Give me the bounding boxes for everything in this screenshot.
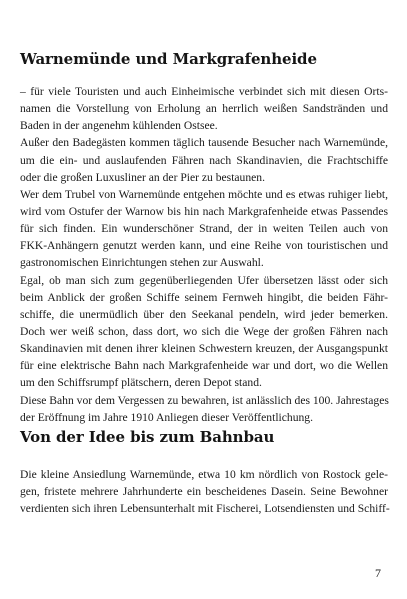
text-line: Baden in der angenehm kühlenden Ostsee. bbox=[20, 119, 218, 133]
text-line: Diese Bahn vor dem Vergessen zu bewahren, ist anlässlich des 100. Jahrestages bbox=[20, 393, 389, 407]
text-line: für eine elektrische Bahn nach Markgrafenheide war und dort, wo die Wellen bbox=[20, 359, 388, 373]
section-body-bahnbau bbox=[20, 466, 388, 517]
text-line: wird vom Ostufer der Warnow bis hin nach Markgrafenheide etwas Passendes bbox=[20, 204, 388, 218]
text-line: Doch wer weiß schon, dass dort, wo sich die Wege der großen Fähren nach bbox=[20, 324, 388, 338]
text-line: um die ein- und auslaufenden Fähren nach Skandinavien, die Frachtschiffe bbox=[20, 153, 388, 167]
text-line: Außer den Badegästen kommen täglich tausende Besucher nach Warnemünde, bbox=[20, 136, 388, 150]
text-line: um den Schiffsrumpf plätschern, deren Depot stand. bbox=[20, 376, 262, 390]
page-number: 7 bbox=[375, 566, 381, 580]
text-line: Wer dem Trubel von Warnemünde entgehen möchte und es etwas ruhiger liebt, bbox=[20, 187, 388, 201]
section-heading-bahnbau: Von der Idee bis zum Bahnbau bbox=[20, 428, 275, 446]
text-line: beim Anblick der großen Schiffe seinem Fernweh hingibt, die beiden Fähr- bbox=[20, 290, 388, 304]
section-heading-warnemuende: Warnemünde und Markgrafenheide bbox=[20, 50, 317, 68]
text-line: FKK-Anhängern genutzt werden kann, und eine Reihe von touristischen und bbox=[20, 239, 388, 253]
section-body-warnemuende bbox=[20, 83, 388, 426]
text-line: Die kleine Ansiedlung Warnemünde, etwa 10 km nördlich von Rostock gele- bbox=[20, 468, 388, 481]
text-line: gastronomischen Einrichtungen stehen zur Auswahl. bbox=[20, 256, 264, 270]
text-line: gen, fristete mehrere Jahrhunderte ein bescheidenes Dasein. Seine Bewohner bbox=[20, 485, 388, 499]
text-line: Egal, ob man sich zum gegenüberliegenden Ufer übersetzen lässt oder sich bbox=[20, 273, 388, 287]
text-line: oder die großen Luxusliner an der Pier zu bestaunen. bbox=[20, 170, 265, 184]
text-line: – für viele Touristen und auch Einheimische verbindet sich mit diesen Orts- bbox=[20, 85, 388, 98]
text-line: schiffe, die unermüdlich über den Seekanal pendeln, wird jeder bemerken. bbox=[20, 307, 388, 321]
text-line: der Eröffnung im Jahre 1910 Anliegen dieser Veröffentlichung. bbox=[20, 410, 313, 424]
text-line: Skandinavien mit denen ihrer kleinen Schwestern kreuzen, der Ausgangspunkt bbox=[20, 342, 388, 356]
text-line: namen die Vorstellung von Erholung an herrlich weißen Sandstränden und bbox=[20, 102, 388, 116]
text-line: verdienten sich ihren Lebensunterhalt mit Fischerei, Lotsendiensten und Schiff- bbox=[20, 502, 390, 516]
text-line: für sich finden. Ein wunderschöner Strand, der in weiten Teilen auch von bbox=[20, 222, 388, 236]
